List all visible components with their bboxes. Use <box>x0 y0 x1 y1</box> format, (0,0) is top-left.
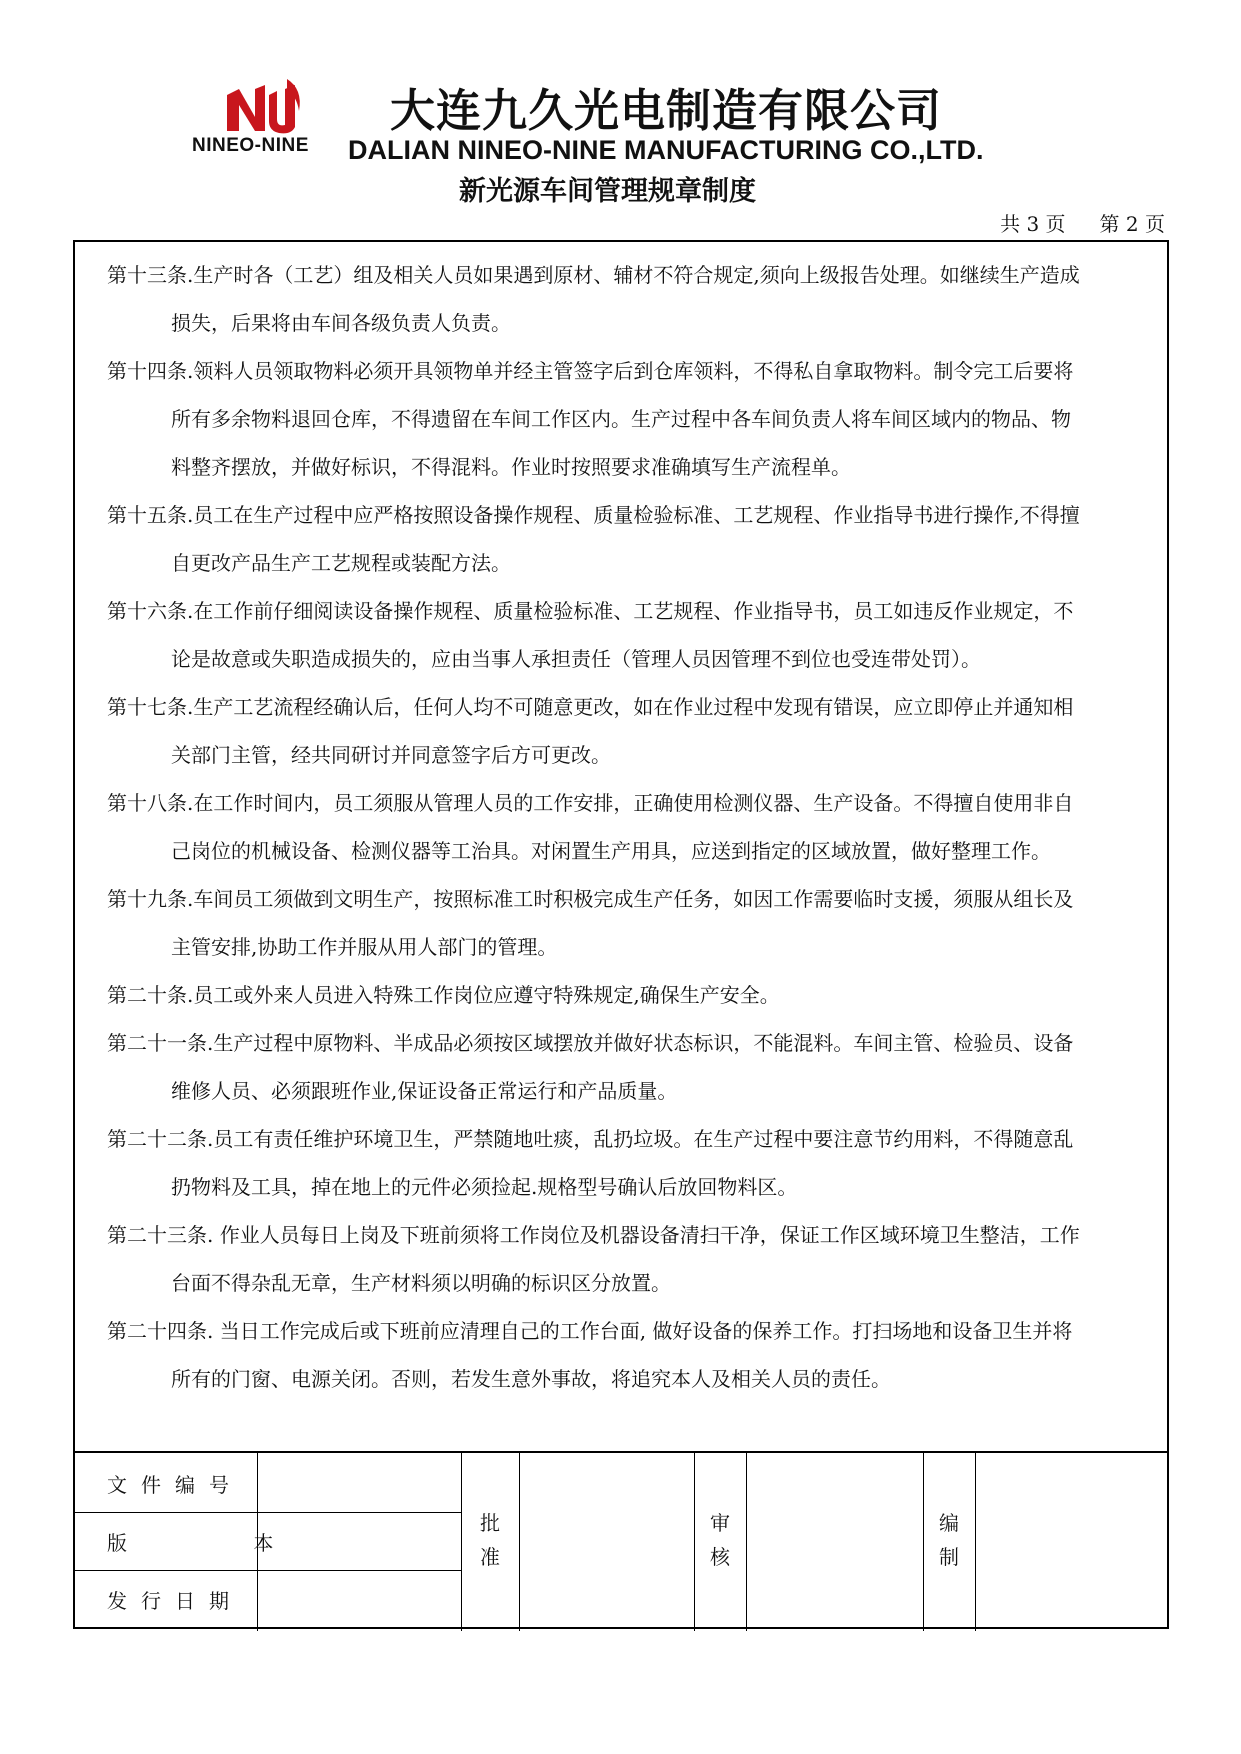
table-divider <box>923 1453 924 1631</box>
clause-line: 关部门主管，经共同研讨并同意签字后方可更改。 <box>171 743 611 767</box>
clause-line: 论是故意或失职造成损失的，应由当事人承担责任（管理人员因管理不到位也受连带处罚）。 <box>171 647 981 671</box>
doc-number-label: 文件编号 <box>107 1473 243 1497</box>
clause-23 <box>107 1211 1159 1307</box>
table-divider <box>694 1453 695 1631</box>
clause-line: 维修人员、必须跟班作业,保证设备正常运行和产品质量。 <box>171 1079 678 1103</box>
clause-line: 所有多余物料退回仓库，不得遗留在车间工作区内。生产过程中各车间负责人将车间区域内的物品、物 <box>171 407 1071 431</box>
review-label <box>708 1506 732 1574</box>
clause-line: 料整齐摆放，并做好标识，不得混料。作业时按照要求准确填写生产流程单。 <box>171 455 851 479</box>
clause-22 <box>107 1115 1159 1211</box>
clause-line: 损失，后果将由车间各级负责人负责。 <box>171 311 511 335</box>
clause-line: 第十五条.员工在生产过程中应严格按照设备操作规程、质量检验标准、工艺规程、作业指导书进行操作,不得擅 <box>107 503 1080 527</box>
review-char: 审 <box>710 1511 730 1535</box>
clause-line: 第十七条.生产工艺流程经确认后，任何人均不可随意更改，如在作业过程中发现有错误，应立即停止并通知相 <box>107 695 1074 719</box>
approve-char: 准 <box>480 1545 500 1569</box>
clause-line: 所有的门窗、电源关闭。否则，若发生意外事故，将追究本人及相关人员的责任。 <box>171 1367 891 1391</box>
clause-line: 第二十三条. 作业人员每日上岗及下班前须将工作岗位及机器设备清扫干净，保证工作区域环境卫生整洁，工作 <box>107 1223 1080 1247</box>
clause-24 <box>107 1307 1159 1403</box>
clause-line: 第十九条.车间员工须做到文明生产，按照标准工时积极完成生产任务，如因工作需要临时支援，须服从组长及 <box>107 887 1074 911</box>
table-divider <box>746 1453 747 1631</box>
clause-line: 第二十二条.员工有责任维护环境卫生，严禁随地吐痰，乱扔垃圾。在生产过程中要注意节约用料，不得随意乱 <box>107 1127 1074 1151</box>
clause-13 <box>107 251 1159 347</box>
clause-line: 第二十一条.生产过程中原物料、半成品必须按区域摆放并做好状态标识，不能混料。车间主管、检验员、设备 <box>107 1031 1074 1055</box>
version-label: 版 本 <box>107 1531 334 1555</box>
page-info <box>1000 208 1165 237</box>
page-total: 共 3 页 <box>1000 212 1066 236</box>
clause-line: 第二十条.员工或外来人员进入特殊工作岗位应遵守特殊规定,确保生产安全。 <box>107 983 780 1007</box>
page-current: 第 2 页 <box>1099 212 1165 236</box>
clause-17 <box>107 683 1159 779</box>
nineo-nine-logo-icon <box>225 75 305 135</box>
clause-line: 第十八条.在工作时间内，员工须服从管理人员的工作安排，正确使用检测仪器、生产设备。不得擅自使用非自 <box>107 791 1074 815</box>
clause-line: 台面不得杂乱无章，生产材料须以明确的标识区分放置。 <box>171 1271 671 1295</box>
clause-line: 自更改产品生产工艺规程或装配方法。 <box>171 551 511 575</box>
table-divider <box>519 1453 520 1631</box>
compile-char: 编 <box>939 1511 959 1535</box>
clause-18 <box>107 779 1159 875</box>
compile-char: 制 <box>939 1545 959 1569</box>
clause-line: 主管安排,协助工作并服从用人部门的管理。 <box>171 935 558 959</box>
company-name-en: DALIAN NINEO-NINE MANUFACTURING CO.,LTD. <box>348 135 984 165</box>
issue-date-label: 发行日期 <box>107 1589 243 1613</box>
clause-19 <box>107 875 1159 971</box>
approve-label <box>478 1506 502 1574</box>
table-divider <box>73 1570 461 1571</box>
signature-table <box>73 1451 1169 1631</box>
clause-16 <box>107 587 1159 683</box>
clause-list <box>107 251 1159 1403</box>
clause-line: 第二十四条. 当日工作完成后或下班前应清理自己的工作台面, 做好设备的保养工作。打扫场地和设备卫生并将 <box>107 1319 1073 1343</box>
clause-line: 扔物料及工具，掉在地上的元件必须捡起.规格型号确认后放回物料区。 <box>171 1175 798 1199</box>
table-divider <box>461 1453 462 1631</box>
approve-char: 批 <box>480 1511 500 1535</box>
review-char: 核 <box>710 1545 730 1569</box>
clause-21 <box>107 1019 1159 1115</box>
clause-20 <box>107 971 1159 1019</box>
clause-15 <box>107 491 1159 587</box>
clause-line: 第十三条.生产时各（工艺）组及相关人员如果遇到原材、辅材不符合规定,须向上级报告处理。如继续生产造成 <box>107 263 1080 287</box>
clause-line: 第十四条.领料人员领取物料必须开具领物单并经主管签字后到仓库领料，不得私自拿取物料。制令完工后要将 <box>107 359 1074 383</box>
clause-line: 己岗位的机械设备、检测仪器等工治具。对闲置生产用具，应送到指定的区域放置，做好整理工作。 <box>171 839 1051 863</box>
document-title: 新光源车间管理规章制度 <box>459 176 756 207</box>
clause-line: 第十六条.在工作前仔细阅读设备操作规程、质量检验标准、工艺规程、作业指导书，员工如违反作业规定，不 <box>107 599 1074 623</box>
logo-text: NINEO-NINE <box>192 135 309 156</box>
compile-label <box>937 1506 961 1574</box>
company-name-cn: 大连九久光电制造有限公司 <box>390 84 943 137</box>
clause-14 <box>107 347 1159 491</box>
table-divider <box>975 1453 976 1631</box>
table-divider <box>73 1512 461 1513</box>
